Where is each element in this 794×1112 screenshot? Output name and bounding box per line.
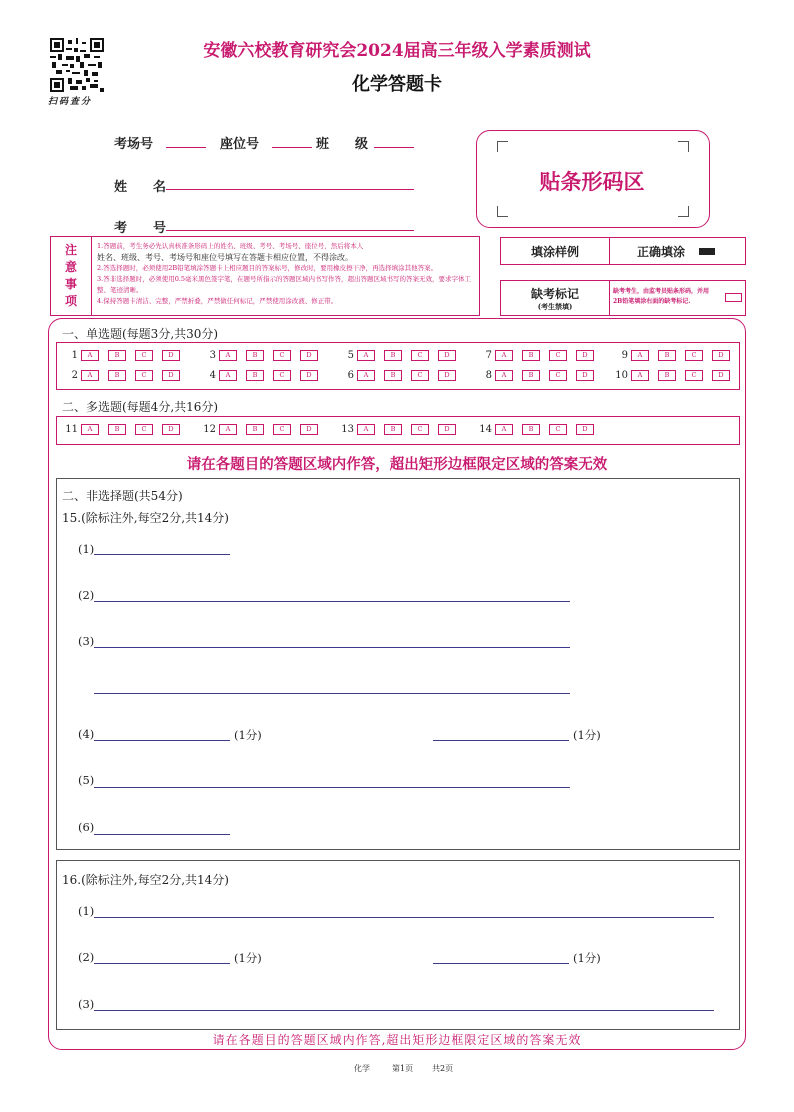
option-bubble[interactable]: C (411, 424, 429, 435)
single-choice-title: 一、单选题(每题3分,共30分) (62, 327, 219, 341)
option-bubble[interactable]: B (246, 424, 264, 435)
option-bubble[interactable]: A (81, 350, 99, 361)
q16-point-note-a: (1分) (234, 951, 262, 965)
option-bubble[interactable]: A (81, 370, 99, 381)
notice-text: 1.答题前，考生务必先认真核准条形码上的姓名、班级、考号、考场号、座位号，然后将本人 姓名、班级、考号、考场号和座位号填写在答题卡相应位置，不得涂改。 2.答选择题时，必须使用2B铅笔填涂答题卡上相应题目的答案标号，修改时，要用橡皮擦干净，再选择填涂其他答案。 3.答非选择题时，必须使用0.5毫米黑色签字笔，在题号所指示的答题区域内书写作答，超出答题区域书写的答案无效，要求字体工整、笔迹清晰。 4.保持答题卡清洁、完整，严禁折叠，严禁做任何标记，严禁使用涂改液、修正带。 (97, 242, 472, 305)
q15-answer-area (56, 478, 740, 850)
option-bubble[interactable]: A (495, 350, 513, 361)
option-bubble[interactable]: D (162, 370, 180, 381)
question-number: 3 (209, 350, 216, 361)
absent-label-cell: 缺考标记 (考生禁填) (501, 281, 610, 315)
option-bubble[interactable]: C (411, 370, 429, 381)
q15-blank-3b[interactable] (94, 692, 570, 694)
question-number: 6 (347, 370, 354, 381)
option-bubble[interactable]: B (108, 424, 126, 435)
option-bubble[interactable]: C (411, 350, 429, 361)
question-number: 7 (485, 350, 492, 361)
single-choice-question (340, 370, 465, 381)
exam-room-label: 考场号 (114, 137, 154, 152)
option-bubble[interactable]: D (162, 350, 180, 361)
option-bubble[interactable]: A (357, 424, 375, 435)
question-number: 5 (347, 350, 354, 361)
option-bubble[interactable]: C (549, 424, 567, 435)
answer-sheet-title: 化学答题卡 (352, 74, 442, 95)
q15-item-4: (4) (78, 727, 95, 741)
option-bubble[interactable]: B (522, 424, 540, 435)
exam-room-input[interactable] (166, 133, 206, 148)
question-number: 4 (209, 370, 216, 381)
footer-total: 共2页 (432, 1064, 454, 1073)
single-choice-question (340, 350, 465, 361)
name-input[interactable] (166, 175, 414, 190)
option-bubble[interactable]: A (219, 370, 237, 381)
option-bubble[interactable]: C (135, 350, 153, 361)
q15-blank-2[interactable] (94, 600, 570, 602)
option-bubble[interactable]: D (438, 424, 456, 435)
single-choice-question (202, 370, 327, 381)
q16-blank-2b[interactable] (433, 962, 569, 964)
q15-item-5: (5) (78, 773, 95, 787)
option-bubble[interactable]: B (246, 370, 264, 381)
single-choice-question (478, 370, 603, 381)
q15-point-note-a: (1分) (234, 728, 262, 742)
q15-blank-6[interactable] (94, 833, 230, 835)
qr-caption: 扫码查分 (48, 97, 93, 107)
option-bubble[interactable]: C (549, 370, 567, 381)
question-number: 8 (485, 370, 492, 381)
area-warning: 请在各题目的答题区域内作答，超出矩形边框限定区域的答案无效 (186, 456, 608, 473)
question-number: 1 (71, 350, 78, 361)
option-bubble[interactable]: B (384, 370, 402, 381)
q15-item-2: (2) (78, 588, 95, 602)
q16-blank-2a[interactable] (94, 962, 230, 964)
q15-point-note-b: (1分) (573, 728, 601, 742)
option-bubble[interactable]: C (135, 424, 153, 435)
filled-mark-icon (699, 248, 715, 255)
option-bubble[interactable]: B (384, 350, 402, 361)
q16-item-2: (2) (78, 950, 95, 964)
option-bubble[interactable]: B (108, 350, 126, 361)
option-bubble[interactable]: B (384, 424, 402, 435)
single-choice-question (202, 350, 327, 361)
option-bubble[interactable]: A (219, 350, 237, 361)
option-bubble[interactable]: D (576, 350, 594, 361)
q16-item-1: (1) (78, 904, 95, 918)
option-bubble[interactable]: C (685, 350, 703, 361)
question-number: 13 (341, 424, 354, 435)
option-bubble[interactable]: A (357, 370, 375, 381)
single-choice-question (64, 370, 189, 381)
exam-title: 安徽六校教育研究会2024届高三年级入学素质测试 (203, 41, 591, 61)
seat-no-input[interactable] (272, 133, 312, 148)
multi-choice-question (478, 424, 603, 435)
seat-no-label: 座位号 (220, 137, 260, 152)
single-choice-question (614, 370, 739, 381)
option-bubble[interactable]: C (135, 370, 153, 381)
option-bubble[interactable]: C (273, 350, 291, 361)
option-bubble[interactable]: D (162, 424, 180, 435)
option-bubble[interactable]: A (631, 350, 649, 361)
notice-label: 注 意 事 项 (51, 237, 92, 315)
bottom-warning: 请在各题目的答题区域内作答,超出矩形边框限定区域的答案无效 (212, 1033, 582, 1047)
q15-blank-1[interactable] (94, 553, 230, 555)
q15-blank-4b[interactable] (433, 739, 569, 741)
q15-blank-4a[interactable] (94, 739, 230, 741)
option-bubble[interactable]: D (576, 370, 594, 381)
option-bubble[interactable]: C (273, 370, 291, 381)
q15-title: 15.(除标注外,每空2分,共14分) (62, 511, 229, 525)
multi-choice-title: 二、多选题(每题4分,共16分) (62, 400, 219, 414)
q15-blank-3a[interactable] (94, 646, 570, 648)
option-bubble[interactable]: B (522, 350, 540, 361)
q15-blank-5[interactable] (94, 786, 570, 788)
option-bubble[interactable]: B (658, 350, 676, 361)
single-choice-question (478, 350, 603, 361)
multi-choice-question (340, 424, 465, 435)
multi-choice-question (64, 424, 189, 435)
q16-item-3: (3) (78, 997, 95, 1011)
option-bubble[interactable]: D (300, 370, 318, 381)
question-number: 14 (479, 424, 492, 435)
option-bubble[interactable]: D (300, 350, 318, 361)
correct-fill: 正确填涂 (611, 238, 741, 264)
option-bubble[interactable]: A (357, 350, 375, 361)
option-bubble[interactable]: B (246, 350, 264, 361)
option-bubble[interactable]: A (81, 424, 99, 435)
single-choice-question (614, 350, 739, 361)
exam-no-label: 考 号 (114, 221, 167, 236)
option-bubble[interactable]: B (658, 370, 676, 381)
option-bubble[interactable]: A (219, 424, 237, 435)
question-number: 11 (65, 424, 78, 435)
question-number: 9 (621, 350, 628, 361)
q16-blank-3[interactable] (94, 1009, 714, 1011)
option-bubble[interactable]: B (108, 370, 126, 381)
class-input[interactable] (374, 133, 414, 148)
absent-mark-box[interactable] (725, 293, 742, 302)
class-label: 班 级 (316, 137, 369, 152)
q15-item-6: (6) (78, 820, 95, 834)
absent-instruction: 缺考考生，由监考员贴条形码，并用2B铅笔填涂右面的缺考标记. (613, 288, 710, 305)
question-number: 10 (615, 370, 628, 381)
single-choice-question (64, 350, 189, 361)
question-number: 12 (203, 424, 216, 435)
option-bubble[interactable]: A (631, 370, 649, 381)
option-bubble[interactable]: A (495, 424, 513, 435)
q15-item-1: (1) (78, 542, 95, 556)
footer-subject: 化学 (354, 1064, 370, 1073)
q16-blank-1[interactable] (94, 916, 714, 918)
option-bubble[interactable]: D (300, 424, 318, 435)
fill-sample-label: 填涂样例 (501, 238, 610, 264)
footer-page: 第1页 (392, 1064, 414, 1073)
option-bubble[interactable]: D (712, 370, 730, 381)
q16-title: 16.(除标注外,每空2分,共14分) (62, 873, 229, 887)
non-choice-title: 二、非选择题(共54分) (62, 489, 183, 503)
option-bubble[interactable]: B (522, 370, 540, 381)
name-label: 姓 名 (114, 180, 167, 195)
option-bubble[interactable]: D (438, 350, 456, 361)
option-bubble[interactable]: A (495, 370, 513, 381)
q16-point-note-b: (1分) (573, 951, 601, 965)
question-number: 2 (71, 370, 78, 381)
option-bubble[interactable]: C (685, 370, 703, 381)
option-bubble[interactable]: C (273, 424, 291, 435)
exam-no-input[interactable] (166, 216, 414, 231)
option-bubble[interactable]: D (576, 424, 594, 435)
option-bubble[interactable]: D (712, 350, 730, 361)
option-bubble[interactable]: C (549, 350, 567, 361)
barcode-label: 贴条形码区 (539, 169, 645, 194)
option-bubble[interactable]: D (438, 370, 456, 381)
q15-item-3: (3) (78, 634, 95, 648)
multi-choice-question (202, 424, 327, 435)
notice-box (50, 236, 480, 316)
absent-box (500, 280, 746, 316)
fill-sample-box (500, 237, 746, 265)
